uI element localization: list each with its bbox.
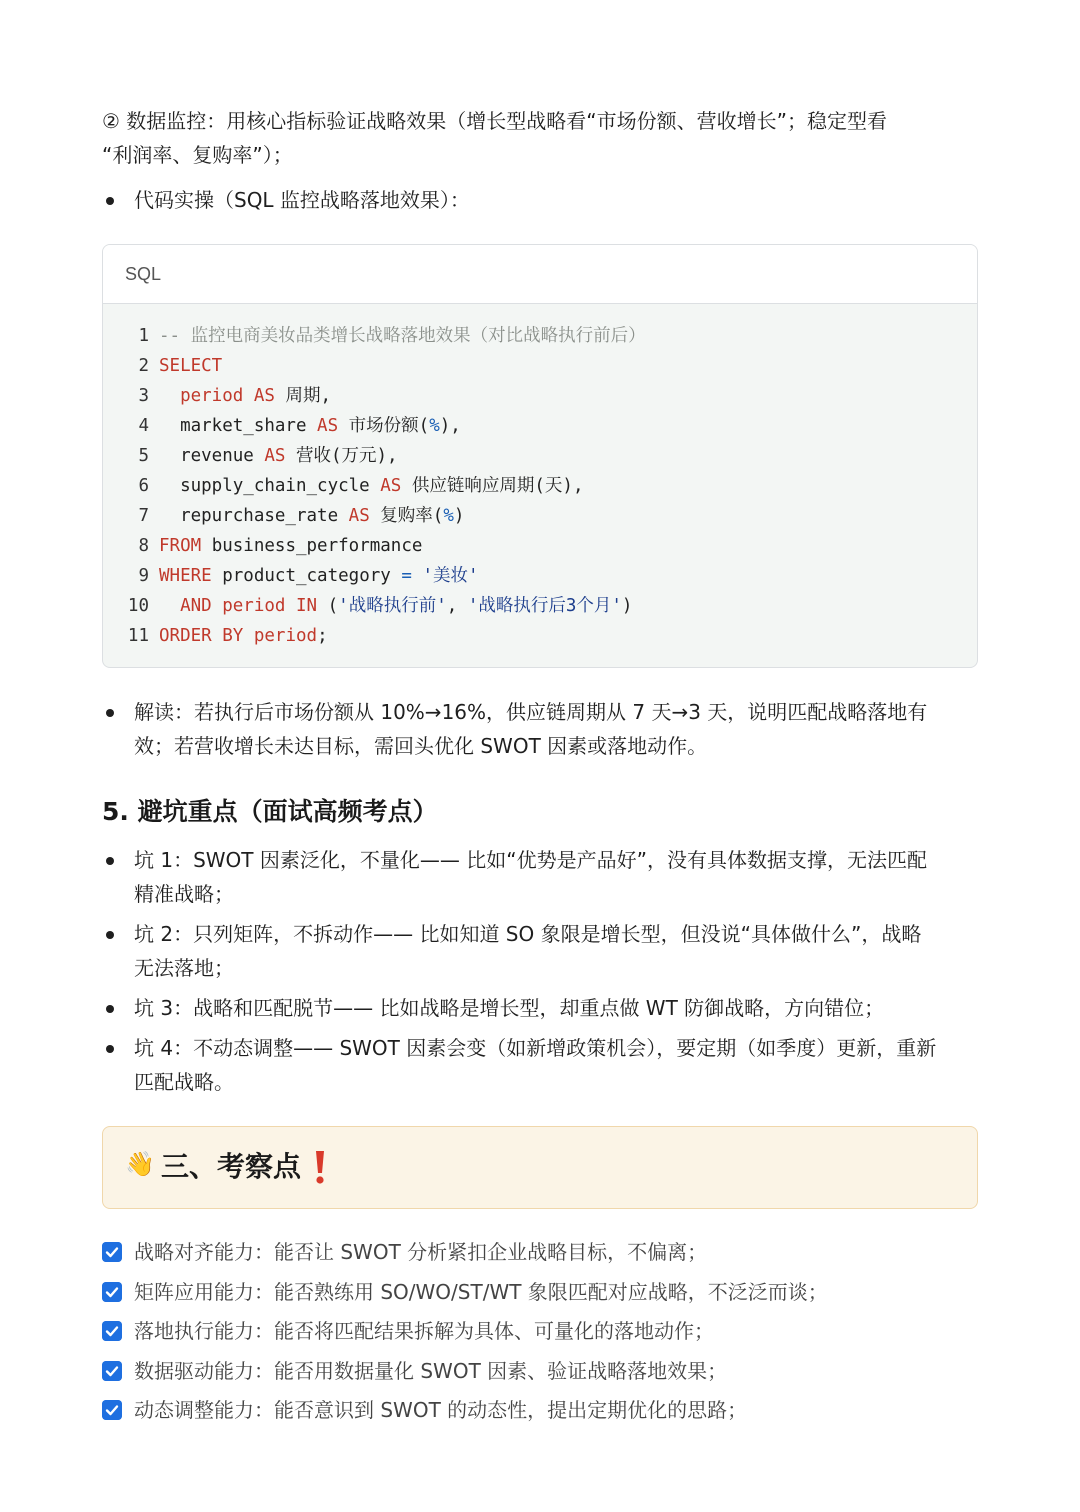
checklist-text: 数据驱动能力：能否用数据量化 SWOT 因素、验证战略落地效果；	[134, 1359, 728, 1383]
code-token: =	[401, 566, 412, 586]
code-token: repurchase_rate	[159, 506, 349, 526]
checklist-text: 矩阵应用能力：能否熟练用 SO/WO/ST/WT 象限匹配对应战略，不泛泛而谈；	[134, 1280, 828, 1304]
code-token: ;	[317, 626, 328, 646]
code-text	[159, 501, 464, 531]
code-token	[159, 596, 180, 616]
code-token: 复购率(	[369, 506, 444, 526]
line-number: 10	[127, 596, 149, 616]
line-number: 6	[138, 476, 149, 496]
code-token: FROM	[159, 536, 202, 556]
code-token	[243, 386, 254, 406]
code-token: WHERE	[159, 566, 212, 586]
bullet-dot-icon	[106, 709, 114, 717]
code-token: supply_chain_cycle	[159, 476, 381, 496]
checkbox-checked-icon[interactable]	[102, 1400, 122, 1420]
bullet-dot-icon	[106, 1005, 114, 1013]
bullet-dot-icon	[106, 857, 114, 865]
line-number: 4	[138, 416, 149, 436]
code-token: AND	[180, 596, 212, 616]
callout-title: 三、考察点	[161, 1150, 302, 1183]
code-token: SELECT	[159, 356, 223, 376]
interpretation-line-1: 解读：若执行后市场份额从 10%→16%，供应链周期从 7 天→3 天，说明匹配战略落地有	[134, 700, 928, 724]
waving-hand-icon: 👋	[125, 1150, 155, 1178]
code-token: '美妆'	[422, 566, 479, 586]
code-token: period	[180, 386, 244, 406]
code-line	[103, 471, 977, 501]
intro-paragraph	[102, 104, 972, 172]
section-5-heading: 5. 避坑重点（面试高频考点）	[102, 797, 438, 826]
checklist-text: 动态调整能力：能否意识到 SWOT 的动态性，提出定期优化的思路；	[134, 1398, 748, 1422]
callout-box	[102, 1126, 978, 1209]
code-body	[103, 304, 977, 651]
checkbox-checked-icon[interactable]	[102, 1321, 122, 1341]
pitfall-text	[134, 843, 972, 911]
code-token	[243, 626, 254, 646]
code-token: business_performance	[201, 536, 423, 556]
code-line	[103, 411, 977, 441]
code-text	[159, 471, 584, 501]
line-number: 7	[138, 506, 149, 526]
code-token: AS	[348, 506, 370, 526]
code-line	[103, 501, 977, 531]
code-token: ,	[446, 596, 468, 616]
pitfall-line: 坑 1：SWOT 因素泛化，不量化—— 比如“优势是产品好”，没有具体数据支撑，无法匹配	[134, 848, 927, 872]
interpretation-text	[134, 695, 972, 763]
code-line	[103, 591, 977, 621]
pitfall-line: 无法落地；	[134, 956, 234, 980]
code-line	[103, 621, 977, 651]
line-number: 11	[127, 626, 149, 646]
intro-line-2: “利润率、复购率”）；	[102, 143, 293, 167]
code-token: 周期,	[274, 386, 331, 406]
pitfall-line: 坑 4：不动态调整—— SWOT 因素会变（如新增政策机会），要定期（如季度）更新，重新	[134, 1036, 937, 1060]
code-token: 市场份额(	[338, 416, 430, 436]
checkbox-checked-icon[interactable]	[102, 1242, 122, 1262]
checkbox-checked-icon[interactable]	[102, 1361, 122, 1381]
code-token: 营收(万元),	[285, 446, 398, 466]
line-number: 1	[138, 326, 149, 346]
code-text	[159, 351, 222, 381]
code-text	[159, 381, 331, 411]
code-token: 供应链响应周期(天),	[401, 476, 584, 496]
code-token	[159, 386, 180, 406]
bullet-dot-icon	[106, 1045, 114, 1053]
code-text	[159, 441, 398, 471]
checklist-text: 战略对齐能力：能否让 SWOT 分析紧扣企业战略目标，不偏离；	[134, 1240, 708, 1264]
exclamation-icon	[313, 1149, 327, 1185]
code-token: AS	[253, 386, 275, 406]
code-token: %	[443, 506, 454, 526]
code-token: IN	[296, 596, 318, 616]
line-number: 8	[138, 536, 149, 556]
code-text	[159, 411, 461, 441]
intro-line-1: ② 数据监控：用核心指标验证战略效果（增长型战略看“市场份额、营收增长”；稳定型看	[102, 109, 888, 133]
code-token: period	[222, 596, 286, 616]
bullet-dot-icon	[106, 931, 114, 939]
code-text	[159, 561, 479, 591]
code-token	[285, 596, 296, 616]
code-token: -- 监控电商美妆品类增长战略落地效果（对比战略执行前后）	[159, 326, 646, 346]
code-line	[103, 561, 977, 591]
pitfall-line: 坑 2：只列矩阵，不拆动作—— 比如知道 SO 象限是增长型，但没说“具体做什么”，战略	[134, 922, 922, 946]
code-token: ),	[439, 416, 461, 436]
code-language-label: SQL	[103, 245, 977, 304]
code-token: '战略执行前'	[338, 596, 447, 616]
pitfall-text	[134, 1031, 972, 1099]
code-token: AS	[264, 446, 286, 466]
code-text	[159, 591, 632, 621]
code-line	[103, 381, 977, 411]
pitfall-line: 精准战略；	[134, 882, 234, 906]
code-block	[102, 244, 978, 668]
code-token: '战略执行后3个月'	[467, 596, 622, 616]
code-token: period	[253, 626, 318, 646]
code-text	[159, 621, 328, 651]
code-token: )	[621, 596, 633, 616]
pitfall-text	[134, 991, 972, 1025]
code-token: product_category	[211, 566, 402, 586]
code-line	[103, 531, 977, 561]
bullet-dot-icon	[106, 197, 114, 205]
interpretation-line-2: 效；若营收增长未达目标，需回头优化 SWOT 因素或落地动作。	[134, 734, 708, 758]
code-line	[103, 351, 977, 381]
line-number: 3	[138, 386, 149, 406]
code-token	[412, 566, 423, 586]
code-token	[212, 596, 223, 616]
code-token: AS	[317, 416, 339, 436]
checklist-text: 落地执行能力：能否将匹配结果拆解为具体、可量化的落地动作；	[134, 1319, 714, 1343]
code-token: %	[429, 416, 440, 436]
code-bullet-text: 代码实操（SQL 监控战略落地效果）：	[134, 188, 470, 212]
code-token: ORDER BY	[159, 626, 244, 646]
checkbox-checked-icon[interactable]	[102, 1282, 122, 1302]
line-number: 5	[138, 446, 149, 466]
code-text	[159, 321, 646, 351]
code-line	[103, 441, 977, 471]
pitfall-text	[134, 917, 972, 985]
code-token: revenue	[159, 446, 265, 466]
pitfall-line: 匹配战略。	[134, 1070, 234, 1094]
pitfall-line: 坑 3：战略和匹配脱节—— 比如战略是增长型，却重点做 WT 防御战略，方向错位；	[134, 996, 885, 1020]
line-number: 2	[138, 356, 149, 376]
code-token: (	[317, 596, 339, 616]
code-token: AS	[380, 476, 402, 496]
code-text	[159, 531, 422, 561]
line-number: 9	[138, 566, 149, 586]
code-line	[103, 321, 977, 351]
code-token: market_share	[159, 416, 318, 436]
code-token: )	[453, 506, 465, 526]
